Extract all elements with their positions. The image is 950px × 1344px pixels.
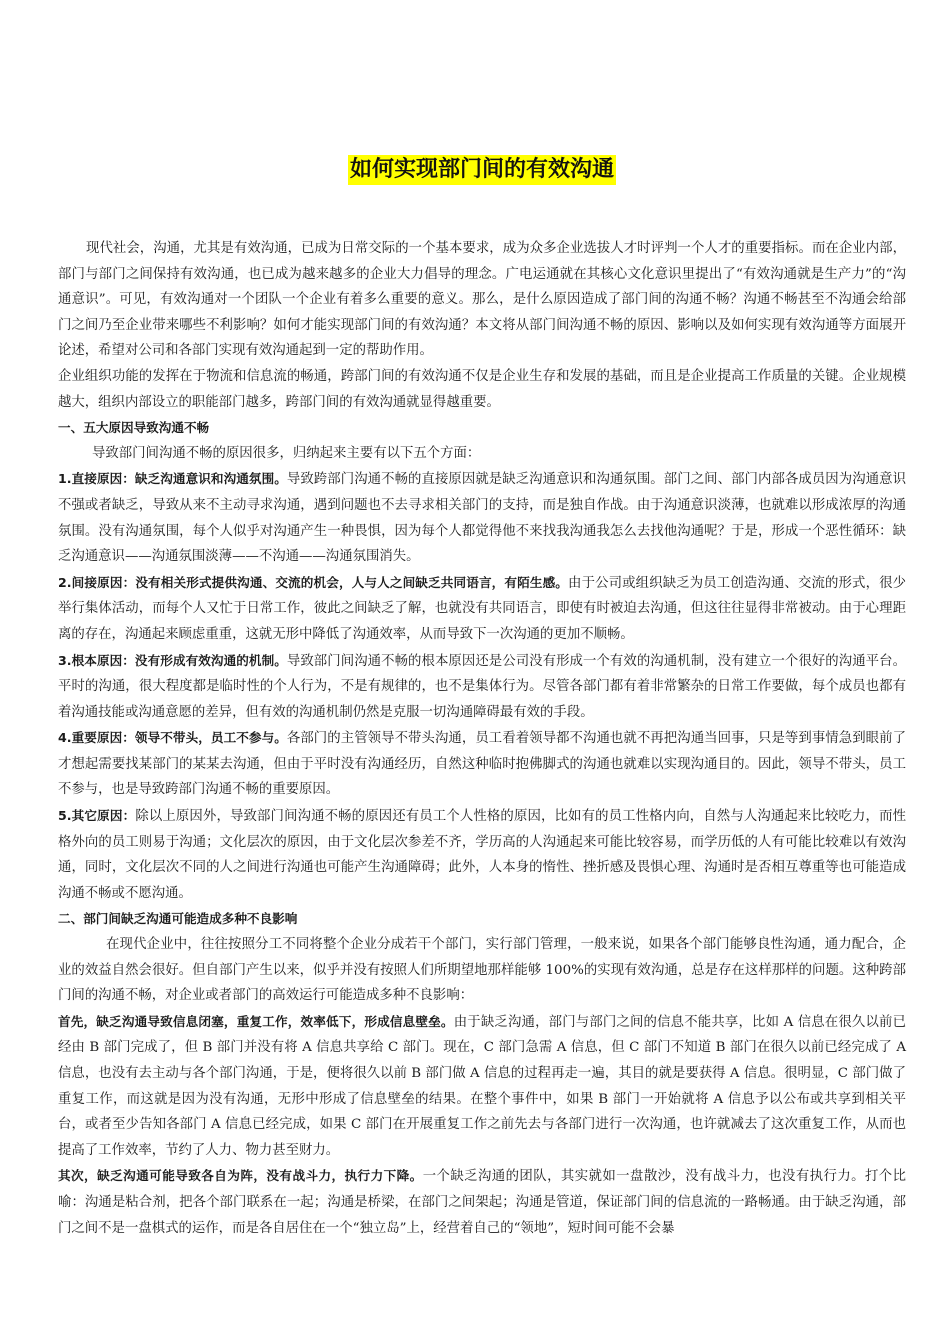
section1-item-5 (58, 803, 906, 906)
item-lead: 2.间接原因：没有相关形式提供沟通、交流的机会，人与人之间缺乏共同语言，有陌生感。 (58, 574, 569, 590)
document-body (58, 236, 906, 1241)
item-text: 由于公司或组织缺乏为员工创造沟通、交流的形式，很少举行集体活动，而每个人又忙于日常工作，彼此之间缺乏了解，也就没有共同语言，即使有时被迫去沟通，但这往往显得非常被动。由于心理距离的存在，沟通起来顾虑重重，这就无形中降低了沟通效率，从而导致下一次沟通的更加不顺畅。 (58, 575, 907, 642)
item-lead: 5.其它原因： (58, 808, 136, 824)
section1-item-4 (58, 725, 906, 803)
paragraph-2: 企业组织功能的发挥在于物流和信息流的畅通，跨部门间的有效沟通不仅是企业生存和发展的基础，而且是企业提高工作质量的关键。企业规模越大，组织内部设立的职能部门越多，跨部门间的有效沟通就显得越重要。 (58, 368, 906, 410)
section2-item-1 (58, 1009, 906, 1164)
title-wrap (58, 155, 906, 186)
item-lead: 4.重要原因：领导不带头，员工不参与。 (58, 730, 287, 746)
item-lead: 首先，缺乏沟通导致信息闭塞，重复工作，效率低下，形成信息壁垒。 (58, 1013, 454, 1029)
item-text: 一个缺乏沟通的团队，其实就如一盘散沙，没有战斗力，也没有执行力。打个比喻：沟通是粘合剂，把各个部门联系在一起；沟通是桥梁，在部门之间架起；沟通是管道，保证部门间的信息流的一路畅通。由于缺乏沟通，部门之间不是一盘棋式的运作，而是各自居住在一个“独立岛”上，经营着自己的“领地”，短时间可能不会暴 (58, 1169, 907, 1236)
section1-lead: 导致部门间沟通不畅的原因很多，归纳起来主要有以下五个方面： (92, 445, 481, 461)
section1-heading: 一、五大原因导致沟通不畅 (58, 420, 210, 436)
item-text: 导致跨部门沟通不畅的直接原因就是缺乏沟通意识和沟通氛围。部门之间、部门内部各成员因为沟通意识不强或者缺乏，导致从来不主动寻求沟通，遇到问题也不去寻求相关部门的支持，而是独自作战。由于沟通意识淡薄，也就难以形成浓厚的沟通氛围。没有沟通氛围，每个人似乎对沟通产生一种畏惧，因为每个人都觉得他不来找我沟通我怎么去找他沟通呢？于是，形成一个恶性循环：缺乏沟通意识——沟通氛围淡薄——不沟通——沟通氛围消失。 (58, 472, 906, 565)
item-lead: 其次，缺乏沟通可能导致各自为阵，没有战斗力，执行力下降。 (58, 1168, 423, 1184)
item-lead: 3.根本原因：没有形成有效沟通的机制。 (58, 652, 287, 668)
item-text: 各部门的主管领导不带头沟通，员工看着领导都不沟通也就不再把沟通当回事，只是等到事情急到眼前了才想起需要找某部门的某某去沟通，但由于平时没有沟通经历，自然这种临时抱佛脚式的沟通也就难以实现沟通目的。因此，领导不带头，员工不参与，也是导致跨部门沟通不畅的重要原因。 (58, 731, 906, 798)
item-lead: 1.直接原因：缺乏沟通意识和沟通氛围。 (58, 471, 287, 487)
item-text: 除以上原因外，导致部门间沟通不畅的原因还有员工个人性格的原因，比如有的员工性格内向，自然与人沟通起来比较吃力，而性格外向的员工则易于沟通；文化层次的原因，由于文化层次参差不齐，学历高的人沟通起来可能比较容易，而学历低的人有可能比较难以有效沟通，同时，文化层次不同的人之间进行沟通也可能产生沟通障碍；此外，人本身的惰性、挫折感及畏惧心理、沟通时是否相互尊重等也可能造成沟通不畅或不愿沟通。 (58, 809, 906, 901)
section1-item-3 (58, 648, 906, 726)
section2-heading: 二、部门间缺乏沟通可能造成多种不良影响 (58, 911, 298, 927)
section1-item-1 (58, 466, 906, 569)
document-title: 如何实现部门间的有效沟通 (348, 155, 616, 185)
intro-paragraph: 现代社会，沟通，尤其是有效沟通，已成为日常交际的一个基本要求，成为众多企业选拔人才时评判一个人才的重要指标。而在企业内部，部门与部门之间保持有效沟通，也已成为越来越多的企业大力倡导的理念。广电运通就在其核心文化意识里提出了“有效沟通就是生产力”的“沟通意识”。可见，有效沟通对一个团队一个企业有着多么重要的意义。那么，是什么原因造成了部门间的沟通不畅？沟通不畅甚至不沟通会给部门之间乃至企业带来哪些不利影响？如何才能实现部门间的有效沟通？本文将从部门间沟通不畅的原因、影响以及如何实现有效沟通等方面展开论述，希望对公司和各部门实现有效沟通起到一定的帮助作用。 (58, 241, 906, 359)
item-text: 导致部门间沟通不畅的根本原因还是公司没有形成一个有效的沟通机制，没有建立一个很好的沟通平台。平时的沟通，很大程度都是临时性的个人行为，不是有规律的，也不是集体行为。尽管各部门都有着非常繁杂的日常工作要做，每个成员也都有着沟通技能或沟通意愿的差异，但有效的沟通机制仍然是克服一切沟通障碍最有效的手段。 (58, 653, 906, 720)
section2-item-2 (58, 1163, 906, 1241)
item-text: 由于缺乏沟通，部门与部门之间的信息不能共享，比如 A 信息在很久以前已经由 B 部门完成了，但 B 部门并没有将 A 信息共享给 C 部门。现在，C 部门急需 A 信息，但 C 部门不知道 B 部门在很久以前已经完成了 A 信息，也没有去主动与各个部门沟通，于是，便将很久以前 B 部门做 A 信息的过程再走一遍，其目的就是要获得 A 信息。很明显，C 部门做了重复工作，而这就是因为没有沟通，无形中形成了信息壁垒的结果。在整个事件中，如果 B 部门一开始就将 A 信息予以公布或共享到相关平台，或者至少告知各部门 A 信息已经完成，如果 C 部门在开展重复工作之前先去与各部门进行一次沟通，也许就减去了这次重复工作，从而也提高了工作效率，节约了人力、物力甚至财力。 (58, 1014, 907, 1158)
section2-lead: 在现代企业中，往往按照分工不同将整个企业分成若干个部门，实行部门管理，一般来说，如果各个部门能够良性沟通，通力配合，企业的效益自然会很好。但自部门产生以来，似乎并没有按照人们所期望地那样能够 100%的实现有效沟通，总是存在这样那样的问题。这种跨部门间的沟通不畅，对企业或者部门的高效运行可能造成多种不良影响： (58, 937, 906, 1004)
section1-item-2 (58, 570, 906, 648)
